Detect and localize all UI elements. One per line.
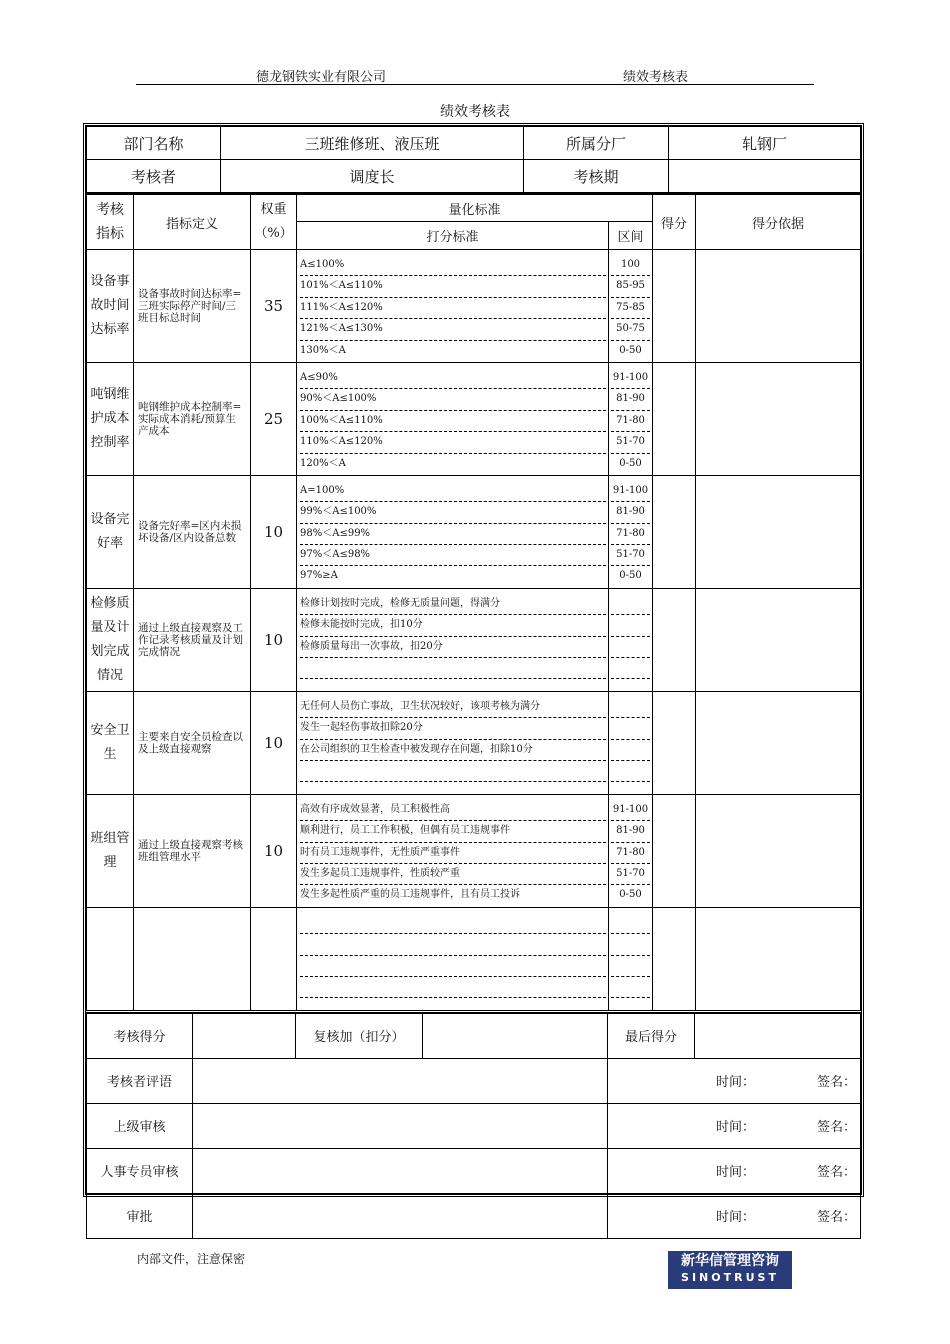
review-value[interactable] xyxy=(423,1013,608,1058)
kpi-row xyxy=(87,250,861,363)
kpi-indicator xyxy=(87,907,134,1011)
factory-value[interactable]: 轧钢厂 xyxy=(669,127,861,160)
kpi-definition: 通过上级直接观察考核班组管理水平 xyxy=(134,794,251,907)
kpi-indicator: 设备事故时间达标率 xyxy=(87,250,134,363)
kpi-definition: 吨钢维护成本控制率=实际成本消耗/预算生产成本 xyxy=(134,362,251,475)
criteria-line xyxy=(300,935,606,955)
approval-comment[interactable] xyxy=(193,1058,608,1103)
kpi-ranges xyxy=(609,794,653,907)
final-value[interactable] xyxy=(695,1013,861,1058)
approval-time: 时间： xyxy=(716,1210,756,1226)
criteria-line xyxy=(300,762,606,782)
summary-table xyxy=(86,1013,861,1239)
range-line xyxy=(611,595,650,615)
kpi-ranges xyxy=(609,907,653,1011)
kpi-ranges xyxy=(609,362,653,475)
dept-label: 部门名称 xyxy=(87,127,221,160)
kpi-indicator: 检修质量及计划完成情况 xyxy=(87,588,134,691)
kpi-criteria xyxy=(297,907,609,1011)
kpi-basis[interactable] xyxy=(696,588,861,691)
criteria-line: 120%＜A xyxy=(300,457,346,469)
page-header xyxy=(136,66,814,85)
range-line: 0-50 xyxy=(619,344,642,356)
kpi-basis[interactable] xyxy=(696,250,861,363)
kpi-criteria xyxy=(297,475,609,588)
kpi-definition: 通过上级直接观察及工作记录考核质量及计划完成情况 xyxy=(134,588,251,691)
approval-row xyxy=(87,1058,861,1103)
criteria-line: 时有员工违规事件，无性质严重事件 xyxy=(300,844,606,864)
kpi-basis[interactable] xyxy=(696,907,861,1011)
kpi-weight: 10 xyxy=(251,475,297,588)
kpi-ranges xyxy=(609,475,653,588)
criteria-line: 121%＜A≤130% xyxy=(300,320,606,340)
kpi-row xyxy=(87,907,861,1011)
criteria-line: 顺利进行，员工工作积极，但偶有员工违规事件 xyxy=(300,822,606,842)
confidential-note: 内部文件，注意保密 xyxy=(137,1252,246,1266)
kpi-criteria xyxy=(297,794,609,907)
criteria-line: 在公司组织的卫生检查中被发现存在问题，扣除10分 xyxy=(300,741,606,761)
criteria-line: 98%＜A≤99% xyxy=(300,525,606,545)
col-definition: 指标定义 xyxy=(134,195,251,250)
range-line xyxy=(611,935,650,955)
criteria-line: 100%＜A≤110% xyxy=(300,412,606,432)
kpi-criteria xyxy=(297,362,609,475)
kpi-definition xyxy=(134,907,251,1011)
assessment-form xyxy=(83,123,864,1226)
range-line: 85-95 xyxy=(611,277,650,297)
approval-sign-area[interactable] xyxy=(608,1193,861,1238)
kpi-row xyxy=(87,475,861,588)
company-name: 德龙钢铁实业有限公司 xyxy=(256,70,387,85)
criteria-line: 检修计划按时完成，检修无质量问题，得满分 xyxy=(300,595,606,615)
criteria-line: 检修未能按时完成，扣10分 xyxy=(300,616,606,636)
col-quant: 量化标准 xyxy=(297,195,653,222)
range-line: 81-90 xyxy=(611,390,650,410)
criteria-line: 130%＜A xyxy=(300,344,346,356)
approval-comment[interactable] xyxy=(193,1103,608,1148)
approval-time: 时间： xyxy=(716,1075,756,1091)
range-line: 51-70 xyxy=(611,865,650,885)
range-line: 0-50 xyxy=(619,889,642,901)
kpi-weight: 25 xyxy=(251,362,297,475)
range-line: 100 xyxy=(611,256,650,276)
header-doc-title: 绩效考核表 xyxy=(623,70,689,85)
kpi-basis[interactable] xyxy=(696,691,861,794)
form-title: 绩效考核表 xyxy=(440,104,510,120)
criteria-line: A≤90% xyxy=(300,369,606,389)
approval-time: 时间： xyxy=(716,1120,756,1136)
approval-sign-area[interactable] xyxy=(608,1148,861,1193)
criteria-line: 发生一起轻伤事故扣除20分 xyxy=(300,719,606,739)
col-score: 得分 xyxy=(653,195,696,250)
criteria-line: 发生多起员工违规事件，性质较严重 xyxy=(300,865,606,885)
kpi-basis[interactable] xyxy=(696,794,861,907)
kpi-ranges xyxy=(609,691,653,794)
criteria-line: 发生多起性质严重的员工违规事件，且有员工投诉 xyxy=(300,889,520,901)
approval-sign-area[interactable] xyxy=(608,1103,861,1148)
range-line xyxy=(611,616,650,636)
col-scoring: 打分标准 xyxy=(297,222,609,250)
approval-sign: 签名： xyxy=(817,1165,857,1181)
approval-sign: 签名： xyxy=(817,1120,857,1136)
range-line xyxy=(611,638,650,658)
range-line xyxy=(611,741,650,761)
kpi-definition: 设备事故时间达标率=三班实际停产时间/三班目标总时间 xyxy=(134,250,251,363)
final-label: 最后得分 xyxy=(608,1013,695,1058)
range-line xyxy=(611,762,650,782)
approval-label: 审批 xyxy=(87,1193,193,1238)
range-line: 71-80 xyxy=(611,412,650,432)
range-line: 50-75 xyxy=(611,320,650,340)
criteria-line xyxy=(300,978,606,998)
kpi-criteria xyxy=(297,588,609,691)
kpi-row xyxy=(87,691,861,794)
kpi-table xyxy=(86,194,861,1013)
assessor-value[interactable]: 调度长 xyxy=(221,160,524,194)
approval-time: 时间： xyxy=(716,1165,756,1181)
kpi-score[interactable] xyxy=(653,475,696,588)
kpi-ranges xyxy=(609,588,653,691)
kpi-weight: 35 xyxy=(251,250,297,363)
kpi-weight: 10 xyxy=(251,794,297,907)
approval-row xyxy=(87,1148,861,1193)
kpi-score[interactable] xyxy=(653,362,696,475)
range-line xyxy=(611,914,650,934)
criteria-line: 99%＜A≤100% xyxy=(300,503,606,523)
review-label: 复核加（扣分） xyxy=(296,1013,423,1058)
range-line: 71-80 xyxy=(611,844,650,864)
kpi-score[interactable] xyxy=(653,907,696,1011)
kpi-indicator: 班组管理 xyxy=(87,794,134,907)
score-value[interactable] xyxy=(193,1013,296,1058)
kpi-weight xyxy=(251,907,297,1011)
kpi-row xyxy=(87,794,861,907)
kpi-basis[interactable] xyxy=(696,475,861,588)
dept-value[interactable]: 三班维修班、液压班 xyxy=(221,127,524,160)
range-line: 0-50 xyxy=(619,457,642,469)
criteria-line: A≤100% xyxy=(300,256,606,276)
approval-label: 上级审核 xyxy=(87,1103,193,1148)
kpi-indicator: 吨钢维护成本控制率 xyxy=(87,362,134,475)
range-line xyxy=(611,978,650,998)
range-line xyxy=(611,957,650,977)
approval-sign-area[interactable] xyxy=(608,1058,861,1103)
criteria-line: 无任何人员伤亡事故，卫生状况较好，该项考核为满分 xyxy=(300,698,606,718)
range-line: 91-100 xyxy=(611,801,650,821)
kpi-row xyxy=(87,588,861,691)
kpi-criteria xyxy=(297,691,609,794)
range-line xyxy=(611,659,650,679)
factory-label: 所属分厂 xyxy=(524,127,669,160)
kpi-score[interactable] xyxy=(653,794,696,907)
kpi-row xyxy=(87,362,861,475)
criteria-line: 97%＜A≤98% xyxy=(300,546,606,566)
criteria-line: 111%＜A≤120% xyxy=(300,299,606,319)
criteria-line: 90%＜A≤100% xyxy=(300,390,606,410)
approval-label: 考核者评语 xyxy=(87,1058,193,1103)
kpi-indicator: 设备完好率 xyxy=(87,475,134,588)
criteria-line: A=100% xyxy=(300,482,606,502)
criteria-line: 检修质量每出一次事故，扣20分 xyxy=(300,638,606,658)
range-line: 51-70 xyxy=(611,433,650,453)
logo-en: SINOTRUST xyxy=(681,1271,779,1284)
range-line xyxy=(611,698,650,718)
kpi-criteria xyxy=(297,250,609,363)
col-weight: 权重 （%） xyxy=(251,195,297,250)
col-basis: 得分依据 xyxy=(696,195,861,250)
criteria-line: 101%＜A≤110% xyxy=(300,277,606,297)
approval-comment[interactable] xyxy=(193,1148,608,1193)
info-table xyxy=(86,126,861,194)
assessor-label: 考核者 xyxy=(87,160,221,194)
kpi-weight: 10 xyxy=(251,691,297,794)
range-line: 51-70 xyxy=(611,546,650,566)
approval-sign: 签名： xyxy=(817,1075,857,1091)
range-line: 91-100 xyxy=(611,369,650,389)
criteria-line xyxy=(300,957,606,977)
range-line: 81-90 xyxy=(611,503,650,523)
range-line: 75-85 xyxy=(611,299,650,319)
range-line: 0-50 xyxy=(619,570,642,582)
kpi-definition: 设备完好率=区内未损坏设备/区内设备总数 xyxy=(134,475,251,588)
approval-row xyxy=(87,1193,861,1238)
kpi-score[interactable] xyxy=(653,250,696,363)
col-indicator: 考核 指标 xyxy=(87,195,134,250)
period-value[interactable] xyxy=(669,160,861,194)
approval-comment[interactable] xyxy=(193,1193,608,1238)
criteria-line xyxy=(300,914,606,934)
kpi-definition: 主要来自安全员检查以及上级直接观察 xyxy=(134,691,251,794)
approval-label: 人事专员审核 xyxy=(87,1148,193,1193)
criteria-line: 110%＜A≤120% xyxy=(300,433,606,453)
range-line: 91-100 xyxy=(611,482,650,502)
kpi-basis[interactable] xyxy=(696,362,861,475)
range-line xyxy=(611,719,650,739)
period-label: 考核期 xyxy=(524,160,669,194)
criteria-line: 高效有序成效显著，员工积极性高 xyxy=(300,801,606,821)
approval-row xyxy=(87,1103,861,1148)
col-range: 区间 xyxy=(609,222,653,250)
criteria-line xyxy=(300,659,606,679)
score-label: 考核得分 xyxy=(87,1013,193,1058)
approval-sign: 签名： xyxy=(817,1210,857,1226)
kpi-indicator: 安全卫生 xyxy=(87,691,134,794)
kpi-score[interactable] xyxy=(653,588,696,691)
range-line: 71-80 xyxy=(611,525,650,545)
logo-cn: 新华信管理咨询 xyxy=(681,1253,779,1269)
criteria-line: 97%≥A xyxy=(300,570,338,582)
range-line: 81-90 xyxy=(611,822,650,842)
kpi-score[interactable] xyxy=(653,691,696,794)
kpi-weight: 10 xyxy=(251,588,297,691)
sinotrust-logo xyxy=(668,1251,792,1289)
kpi-ranges xyxy=(609,250,653,363)
